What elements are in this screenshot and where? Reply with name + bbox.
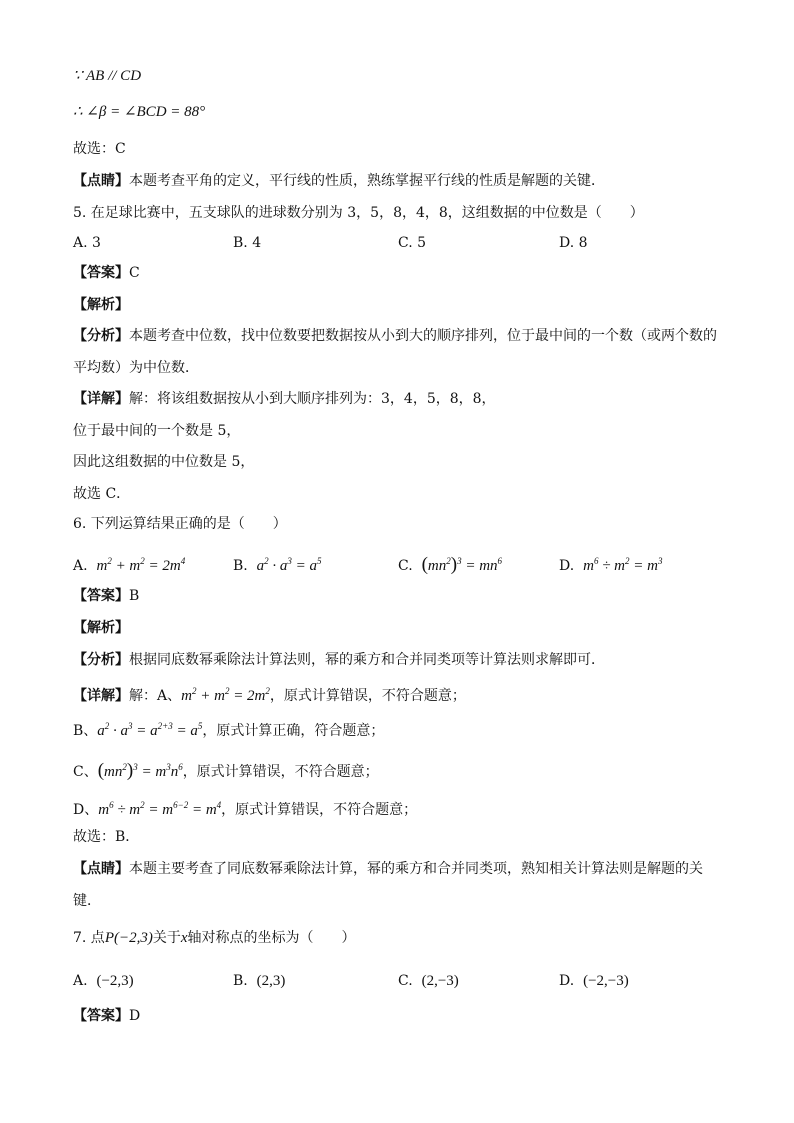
q6-comment-line-2: 键．	[73, 893, 101, 909]
question-6-stem: 6. 下列运算结果正确的是（ ）	[73, 516, 287, 532]
q5-option-d: D. 8	[559, 235, 588, 251]
fenxi-tag: 【分析】	[73, 328, 129, 344]
q5-detail-line-1	[73, 389, 496, 409]
q7-option-c	[398, 970, 459, 992]
detail-c-prefix: C、	[73, 764, 98, 780]
q6-option-b-label: B.	[233, 558, 248, 574]
detail-a-math: $m^2 + m^2 = 2m^2$	[181, 686, 270, 704]
question-7-options	[73, 970, 733, 992]
q5-detail-line-3: 因此这组数据的中位数是 5，	[73, 454, 255, 470]
answer-tag: 【答案】	[73, 265, 129, 281]
detail-c-suffix: ，原式计算错误，不符合题意；	[182, 764, 379, 780]
q7-option-d-value: (−2,−3)	[583, 973, 629, 989]
q7-option-c-label: C.	[398, 973, 413, 989]
q7-option-b-label: B.	[233, 973, 248, 989]
q5-option-a: A. 3	[73, 235, 101, 251]
proof-line-parallel: ∵ AB // CD	[73, 68, 142, 84]
answer-value: C	[129, 265, 140, 281]
detail-c-math: $(mn^2)^3 = m^3n^6$	[97, 760, 183, 781]
question-5-options	[73, 232, 733, 254]
q7-prefix: 7. 点	[73, 930, 105, 946]
q6-answer	[73, 586, 139, 606]
detail-d-suffix: ，原式计算错误，不符合题意；	[221, 802, 418, 818]
answer-tag: 【答案】	[73, 588, 129, 604]
q7-option-b	[233, 970, 285, 992]
q6-option-c-math: $(mn^2)^3 = mn^6$	[421, 554, 503, 575]
q7-option-a	[73, 970, 134, 992]
q5-detail-line-2: 位于最中间的一个数是 5，	[73, 423, 241, 439]
q6-detail-c	[73, 757, 379, 782]
q5-option-c: C. 5	[398, 235, 427, 251]
q6-option-a	[73, 550, 185, 577]
detail-b-suffix: ，原式计算正确，符合题意；	[202, 723, 385, 739]
fenxi-tag: 【分析】	[73, 652, 129, 668]
q6-option-b-math: $a^2 \cdot a^3 = a^5$	[256, 556, 322, 574]
q6-option-d-label: D.	[559, 558, 575, 574]
q6-option-a-label: A.	[73, 558, 88, 574]
comment-tag: 【点睛】	[73, 173, 129, 189]
comment-line	[73, 171, 605, 191]
choice-line: 故选：C	[73, 141, 126, 157]
detail-a-prefix: 解：A、	[129, 688, 182, 704]
xiangjie-tag: 【详解】	[73, 688, 129, 704]
detail-b-prefix: B、	[73, 723, 98, 739]
comment-text: 本题主要考查了同底数幂乘除法计算，幂的乘方和合并同类项，熟知相关计算法则是解题的关	[129, 861, 703, 877]
question-5-stem: 5. 在足球比赛中，五支球队的进球数分别为 3，5，8，4，8，这组数据的中位数是（ ）	[73, 205, 644, 221]
question-7-stem	[73, 928, 356, 948]
q6-option-d	[559, 550, 662, 577]
q6-choice: 故选：B．	[73, 829, 140, 845]
q6-option-d-math: $m^6 \div m^2 = m^3$	[583, 556, 663, 574]
q7-mid: 关于	[152, 930, 181, 946]
xiangjie-tag: 【详解】	[73, 391, 129, 407]
detail-d-prefix: D、	[73, 802, 99, 818]
q7-suffix: 轴对称点的坐标为（ ）	[187, 930, 356, 946]
xiangjie-text: 解：将该组数据按从小到大顺序排列为：3，4，5，8，8，	[129, 391, 496, 407]
q6-detail-a	[73, 681, 466, 706]
answer-value: B	[129, 588, 140, 604]
detail-d-math: $m^6 \div m^2 = m^{6-2} = m^4$	[98, 800, 222, 818]
q7-option-d	[559, 970, 629, 992]
q7-option-c-value: (2,−3)	[421, 973, 459, 989]
q5-detail-line-4: 故选 C．	[73, 486, 131, 502]
q5-analysis-line-2: 平均数）为中位数．	[73, 360, 199, 376]
q5-answer	[73, 263, 140, 283]
q6-analysis-heading: 【解析】	[73, 620, 129, 636]
q7-answer	[73, 1006, 140, 1026]
q6-detail-b	[73, 716, 384, 741]
q7-point: P(−2,3)	[104, 930, 153, 946]
q7-x: x	[180, 930, 188, 946]
detail-a-suffix: ，原式计算错误，不符合题意；	[269, 688, 466, 704]
q7-option-d-label: D.	[559, 973, 575, 989]
q6-option-a-math: $m^2 + m^2 = 2m^4$	[96, 556, 186, 574]
fenxi-text: 本题考查中位数，找中位数要把数据按从小到大的顺序排列，位于最中间的一个数（或两个数的	[129, 328, 717, 344]
q5-analysis-line-1	[73, 326, 717, 346]
q6-option-b	[233, 550, 322, 577]
q6-option-c-label: C.	[398, 558, 413, 574]
q7-option-a-value: (−2,3)	[96, 973, 134, 989]
q5-option-b: B. 4	[233, 235, 262, 251]
q5-analysis-heading: 【解析】	[73, 297, 129, 313]
fenxi-text: 根据同底数幂乘除法计算法则，幂的乘方和合并同类项等计算法则求解即可．	[129, 652, 605, 668]
q7-option-b-value: (2,3)	[256, 973, 286, 989]
answer-value: D	[129, 1008, 141, 1024]
detail-b-math: $a^2 \cdot a^3 = a^{2+3} = a^5$	[97, 721, 203, 739]
q6-detail-d	[73, 795, 417, 820]
comment-tag: 【点睛】	[73, 861, 129, 877]
question-6-options	[73, 550, 733, 575]
proof-line-angle: ∴ ∠β = ∠BCD = 88°	[73, 104, 206, 120]
comment-text: 本题考查平角的定义，平行线的性质，熟练掌握平行线的性质是解题的关键．	[129, 173, 605, 189]
q7-option-a-label: A.	[73, 973, 88, 989]
q6-analysis-line	[73, 650, 605, 670]
answer-tag: 【答案】	[73, 1008, 129, 1024]
q6-option-c	[398, 550, 502, 577]
q6-comment-line-1	[73, 859, 703, 879]
